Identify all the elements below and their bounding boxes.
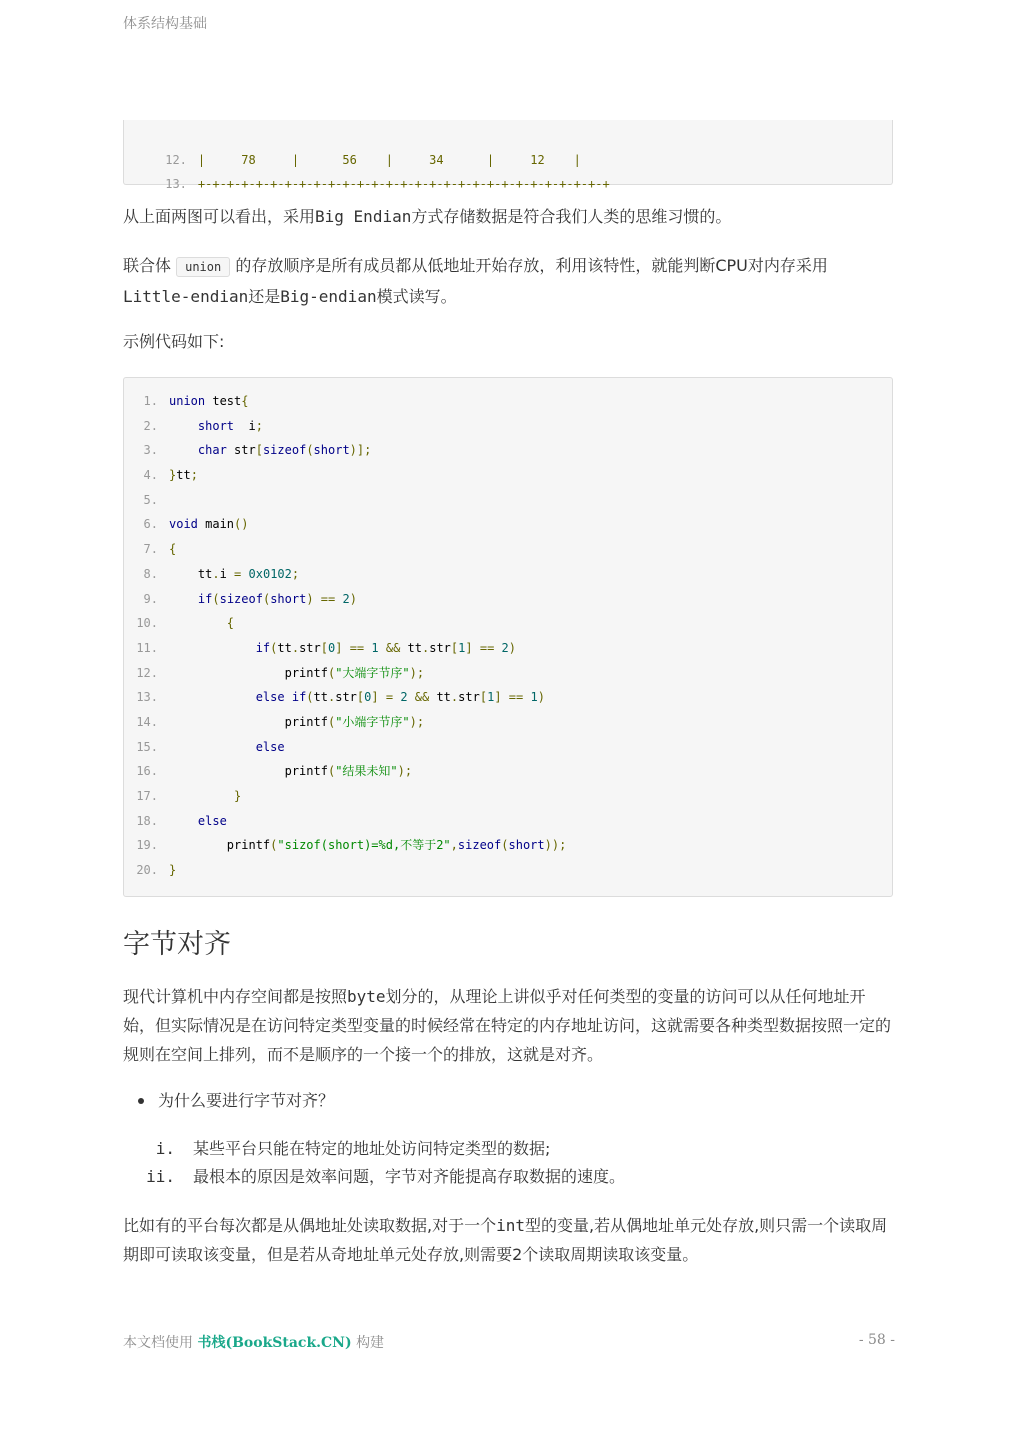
code-token: ,: [450, 838, 458, 853]
paragraph-big-endian: [123, 202, 895, 231]
section-heading: 字节对齐: [123, 929, 231, 960]
code-line: [124, 562, 892, 587]
code-term: byte: [347, 987, 386, 1006]
code-token: ==: [479, 640, 495, 655]
line-number: 4.: [143, 468, 158, 483]
code-token: (): [234, 517, 249, 532]
code-token: sizeof: [262, 443, 307, 458]
code-token: (: [306, 443, 314, 458]
text: 划分的，从理论上讲似乎对任何类型的变量的访问可以从任何地址开始，但实际情况是在访问特定类型变量的时候经常在特定的内存地址访问，这就需要各种类型数据按照一定的规则在空间上排列，而不是顺序的一个接一个的排放，这就是对齐。: [123, 987, 892, 1064]
bullet-dot: [138, 1098, 144, 1104]
code-token: short: [270, 591, 307, 606]
code-token: (: [501, 838, 509, 853]
line-number: 13.: [165, 177, 187, 192]
code-token: [473, 641, 480, 655]
code-token: tt: [169, 566, 213, 581]
code-token: printf: [169, 838, 271, 853]
ordered-list: [123, 1135, 895, 1191]
line-number: 10.: [136, 616, 158, 631]
code-token: }: [169, 863, 177, 878]
line-number: 9.: [143, 591, 158, 606]
code-token: [: [450, 640, 459, 655]
code-token: [169, 443, 198, 457]
code-token: [: [479, 690, 488, 705]
code-token: i: [219, 566, 235, 581]
code-token: str: [458, 690, 480, 705]
code-line: [124, 809, 892, 834]
code-token: printf: [169, 665, 328, 680]
code-line: [124, 537, 892, 562]
code-token: 0x0102: [248, 566, 292, 581]
code-token: );: [397, 764, 413, 779]
line-number: 1.: [143, 394, 158, 408]
code-term: Little-endian: [123, 287, 249, 306]
paragraph-alignment-intro: [123, 982, 895, 1069]
code-token: )];: [349, 443, 372, 458]
list-item: [123, 1088, 895, 1114]
code-token: printf: [169, 764, 328, 779]
text: 的存放顺序是所有成员都从低地址开始存放，利用该特性，就能判断CPU对内存采用: [235, 256, 828, 275]
code-token: [379, 641, 386, 655]
code-line: [124, 123, 892, 167]
text: 现代计算机中内存空间都是按照: [123, 987, 348, 1006]
text: 从上面两图可以看出，采用: [123, 207, 316, 226]
line-number: 12.: [165, 152, 187, 167]
code-token: 2: [400, 690, 408, 705]
code-term: int: [496, 1216, 525, 1235]
code-token: .: [422, 640, 430, 655]
code-token: [379, 690, 386, 704]
code-token: printf: [169, 714, 328, 729]
code-token: 2: [342, 591, 350, 606]
code-token: .: [327, 690, 336, 705]
code-token: ): [537, 690, 545, 705]
code-token: short: [313, 443, 350, 458]
code-token: main: [197, 517, 235, 532]
code-token: [169, 690, 256, 704]
code-token: ;: [255, 418, 263, 433]
code-token: [169, 641, 256, 655]
code-token: ==: [508, 690, 524, 705]
code-token: sizeof: [457, 838, 502, 853]
code-line: [124, 858, 892, 883]
list-item-text: 为什么要进行字节对齐？: [158, 1091, 335, 1110]
code-token: ==: [320, 591, 336, 606]
code-line: [124, 661, 892, 686]
code-token: str: [299, 640, 321, 655]
code-line: [124, 414, 892, 439]
code-token: [494, 641, 501, 655]
code-token: str: [335, 690, 357, 705]
code-token: tt: [429, 690, 451, 705]
code-token: else: [197, 813, 227, 828]
code-token: {: [241, 394, 249, 408]
line-number: 14.: [136, 714, 158, 729]
code-token: [169, 616, 227, 630]
line-number: 12.: [136, 665, 158, 680]
code-token: if: [197, 591, 213, 606]
code-token: =: [234, 566, 242, 581]
line-number: 17.: [136, 789, 158, 803]
code-token: [: [255, 443, 263, 458]
code-token: 0: [364, 690, 372, 705]
line-number: 16.: [136, 764, 158, 779]
footer-credit: [123, 1332, 384, 1352]
code-token: ;: [190, 468, 198, 483]
line-number: 8.: [143, 566, 158, 581]
code-token: &&: [385, 640, 401, 655]
code-token: [169, 814, 198, 828]
list-item-text: 最根本的原因是效率问题，字节对齐能提高存取数据的速度。: [193, 1167, 626, 1186]
code-token: tt: [400, 640, 422, 655]
code-token: 0: [328, 640, 336, 655]
text: 方式存储数据是符合我们人类的思维习惯的。: [411, 207, 732, 226]
code-token: if: [291, 690, 307, 705]
code-token: "大端字节序": [335, 665, 410, 680]
code-line: [124, 611, 892, 636]
code-token: }: [234, 789, 242, 803]
text: 还是: [248, 287, 281, 306]
code-token: [169, 419, 198, 433]
code-token: 1: [487, 690, 495, 705]
code-line: [124, 463, 892, 488]
code-line: [124, 710, 892, 735]
code-token: str: [429, 640, 451, 655]
line-number: 2.: [143, 418, 158, 433]
code-token: [241, 567, 248, 581]
table-code-block: [123, 120, 893, 192]
code-token: 1: [530, 690, 538, 705]
code-token: tt: [313, 690, 328, 705]
code-token: .: [212, 566, 220, 581]
code-token: ));: [544, 838, 567, 853]
line-number: 3.: [143, 443, 158, 458]
code-token: [169, 789, 234, 803]
code-text: | 78 | 56 | 34 | 12 |: [197, 152, 581, 167]
text: 型的变量,若从偶地址单元处存放,则只需一个读取周期即可读取该变量，但是若从奇地址单元处存放,则需要2个读取周期读取该变量。: [123, 1216, 888, 1264]
code-token: "小端字节序": [335, 714, 410, 729]
code-token: void: [169, 517, 198, 532]
paragraph-example-intro: 示例代码如下:: [123, 332, 225, 351]
code-token: [: [356, 690, 365, 705]
code-token: {: [169, 542, 177, 557]
line-number: 18.: [136, 813, 158, 828]
code-token: .: [291, 640, 300, 655]
list-item: [123, 1135, 895, 1163]
code-token: sizeof: [219, 591, 263, 606]
code-line: [124, 512, 892, 537]
paragraph-union: [123, 251, 895, 311]
code-line: [124, 685, 892, 710]
code-token: union: [169, 394, 206, 408]
text: 比如有的平台每次都是从偶地址处读取数据,对于一个: [123, 1216, 497, 1235]
code-text: +-+-+-+-+-+-+-+-+-+-+-+-+-+-+-+-+-+-+-+-+-+-+-+-+-+-+-+-+: [197, 177, 610, 192]
text: 模式读写。: [376, 287, 457, 306]
list-marker: i.: [155, 1139, 175, 1158]
code-token: &&: [414, 690, 430, 705]
code-line: [124, 587, 892, 612]
footer-prefix: 本文档使用: [123, 1335, 193, 1351]
code-line: [124, 438, 892, 463]
example-code-block: [123, 377, 893, 897]
code-token: (: [270, 640, 278, 655]
code-token: tt: [176, 468, 191, 483]
code-token: short: [508, 838, 545, 853]
code-token: [502, 690, 509, 704]
code-token: i: [234, 418, 256, 433]
code-token: [: [320, 640, 328, 655]
code-line: [124, 735, 892, 760]
code-token: ]: [335, 640, 343, 655]
line-number: 13.: [136, 690, 158, 705]
code-token: [169, 592, 198, 606]
code-token: ==: [349, 640, 365, 655]
code-token: [408, 690, 415, 704]
code-line: [124, 759, 892, 784]
code-token: );: [409, 714, 425, 729]
code-token: "sizof(short)=%d,不等于2": [277, 838, 451, 853]
code-token: [314, 592, 321, 606]
code-token: 2: [501, 640, 509, 655]
code-token: }: [169, 468, 177, 483]
line-number: 19.: [136, 838, 158, 853]
code-token: [285, 690, 292, 704]
code-token: (: [327, 665, 336, 680]
code-token: else: [255, 690, 285, 705]
code-token: ): [508, 640, 517, 655]
text: 联合体: [123, 256, 172, 275]
code-token: {: [226, 616, 235, 631]
code-token: test: [205, 394, 242, 408]
page-number: - 58 -: [858, 1332, 895, 1348]
code-token: ]: [465, 640, 473, 655]
line-number: 15.: [136, 739, 158, 754]
code-line: [124, 636, 892, 661]
footer-suffix: 构建: [356, 1335, 385, 1351]
code-line: [124, 389, 892, 414]
code-token: (: [327, 764, 336, 779]
code-token: (: [270, 838, 278, 853]
bullet-list: [123, 1088, 895, 1114]
inline-code-union: union: [176, 257, 230, 277]
list-item-text: 某些平台只能在特定的地址处访问特定类型的数据;: [193, 1139, 551, 1158]
code-token: 1: [371, 640, 379, 655]
code-token: else: [255, 739, 285, 754]
list-item: [123, 1163, 895, 1191]
code-token: ]: [494, 690, 502, 705]
line-number: 20.: [136, 863, 158, 878]
code-token: if: [255, 640, 271, 655]
code-token: ]: [371, 690, 379, 705]
code-token: [342, 641, 349, 655]
code-line: [124, 784, 892, 809]
code-token: (: [327, 714, 336, 729]
line-number: 5.: [143, 492, 158, 507]
code-token: char: [197, 443, 227, 458]
code-token: 1: [458, 640, 466, 655]
code-token: .: [450, 690, 459, 705]
code-token: [169, 740, 256, 754]
line-number: 11.: [136, 640, 158, 655]
line-number: 7.: [143, 542, 158, 557]
running-header: 体系结构基础: [123, 16, 207, 32]
code-token: );: [409, 665, 425, 680]
code-line: [124, 833, 892, 858]
code-token: "结果未知": [335, 764, 398, 779]
code-token: ): [306, 591, 314, 606]
code-token: =: [385, 690, 394, 705]
bookstack-link[interactable]: 书栈(BookStack.CN): [197, 1335, 352, 1351]
code-token: short: [197, 418, 235, 433]
code-token: (: [212, 591, 220, 606]
list-marker: ii.: [146, 1167, 175, 1186]
code-line: [124, 488, 892, 513]
code-token: ): [349, 591, 357, 606]
code-term: Big Endian: [315, 207, 412, 226]
code-term: Big-endian: [280, 287, 377, 306]
code-token: (: [262, 591, 271, 606]
code-token: tt: [277, 640, 292, 655]
code-token: (: [306, 690, 314, 705]
line-number: 6.: [143, 517, 158, 532]
code-token: ;: [291, 566, 300, 581]
paragraph-alignment-example: [123, 1211, 895, 1269]
code-token: str: [226, 443, 256, 458]
